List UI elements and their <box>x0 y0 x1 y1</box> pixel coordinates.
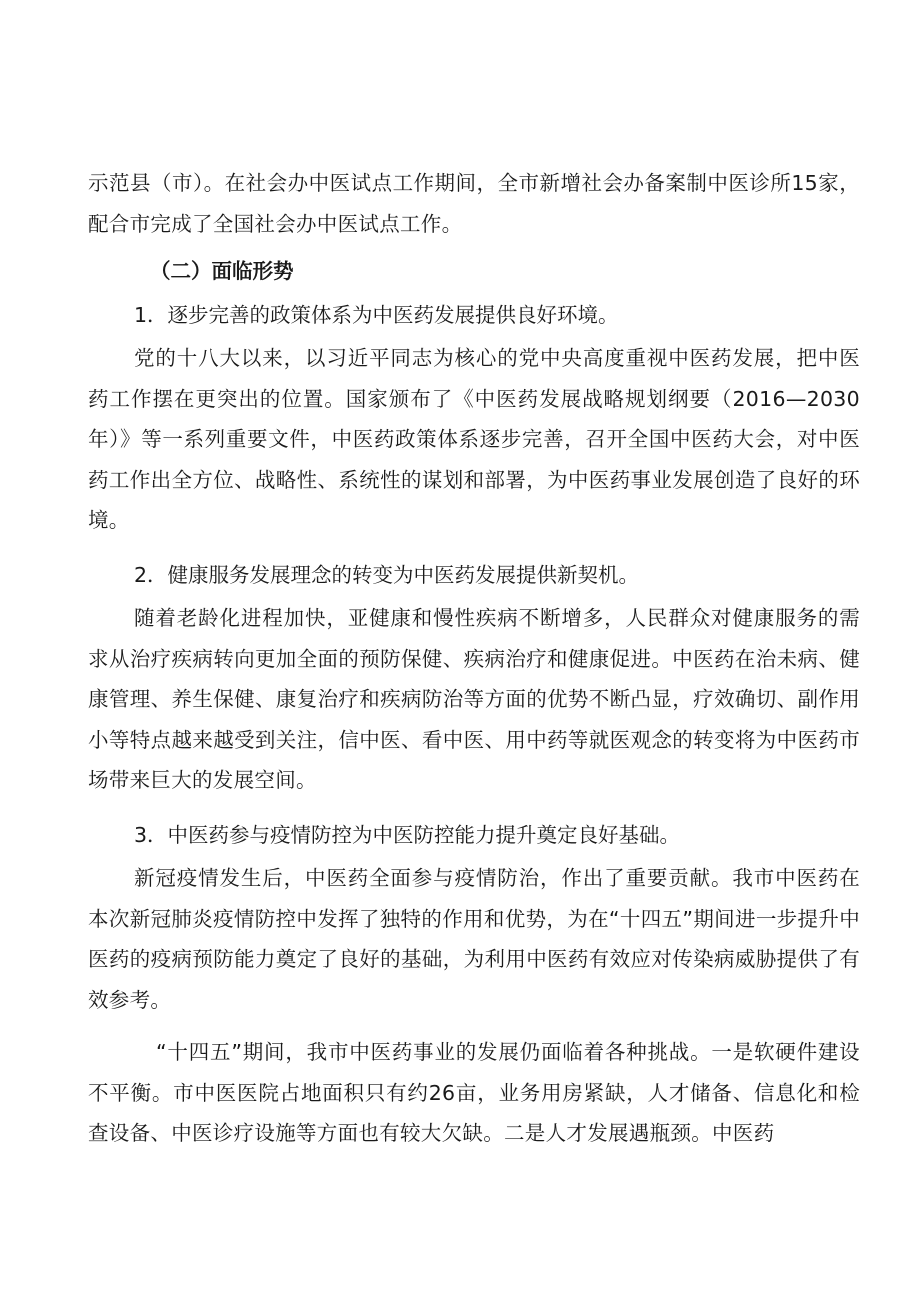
challenges-paragraph: “十四五”期间，我市中医药事业的发展仍面临着各种挑战。一是软硬件建设不平衡。市中医医院占地面积只有约26亩，业务用房紧缺，人才储备、信息化和检查设备、中医诊疗设施等方面也有较大欠缺。二是人才发展遇瓶颈。中医药 <box>88 1040 860 1146</box>
item-3-title: 3．中医药参与疫情防控为中医防控能力提升奠定良好基础。 <box>134 823 681 847</box>
section-heading: （二）面临形势 <box>150 259 294 283</box>
item-1-paragraph: 党的十八大以来，以习近平同志为核心的党中央高度重视中医药发展，把中医药工作摆在更突出的位置。国家颁布了《中医药发展战略规划纲要（2016—2030年）》等一系列重要文件，中医药政策体系逐步完善，召开全国中医药大会，对中医药工作出全方位、战略性、系统性的谋划和部署，为中医药事业发展创造了良好的环境。 <box>88 346 860 533</box>
item-3-paragraph: 新冠疫情发生后，中医药全面参与疫情防治，作出了重要贡献。我市中医药在本次新冠肺炎疫情防控中发挥了独特的作用和优势，为在“十四五”期间进一步提升中医药的疫病预防能力奠定了良好的基础，为利用中医药有效应对传染病威胁提供了有效参考。 <box>88 866 860 1012</box>
item-1-title: 1．逐步完善的政策体系为中医药发展提供良好环境。 <box>134 303 619 327</box>
item-2-title: 2．健康服务发展理念的转变为中医药发展提供新契机。 <box>134 563 640 587</box>
item-2-paragraph: 随着老龄化进程加快，亚健康和慢性疾病不断增多，人民群众对健康服务的需求从治疗疾病转向更加全面的预防保健、疾病治疗和健康促进。中医药在治未病、健康管理、养生保健、康复治疗和疾病防治等方面的优势不断凸显，疗效确切、副作用小等特点越来越受到关注，信中医、看中医、用中药等就医观念的转变将为中医药市场带来巨大的发展空间。 <box>88 606 860 793</box>
intro-paragraph: 示范县（市）。在社会办中医试点工作期间，全市新增社会办备案制中医诊所15家，配合市完成了全国社会办中医试点工作。 <box>88 171 860 236</box>
